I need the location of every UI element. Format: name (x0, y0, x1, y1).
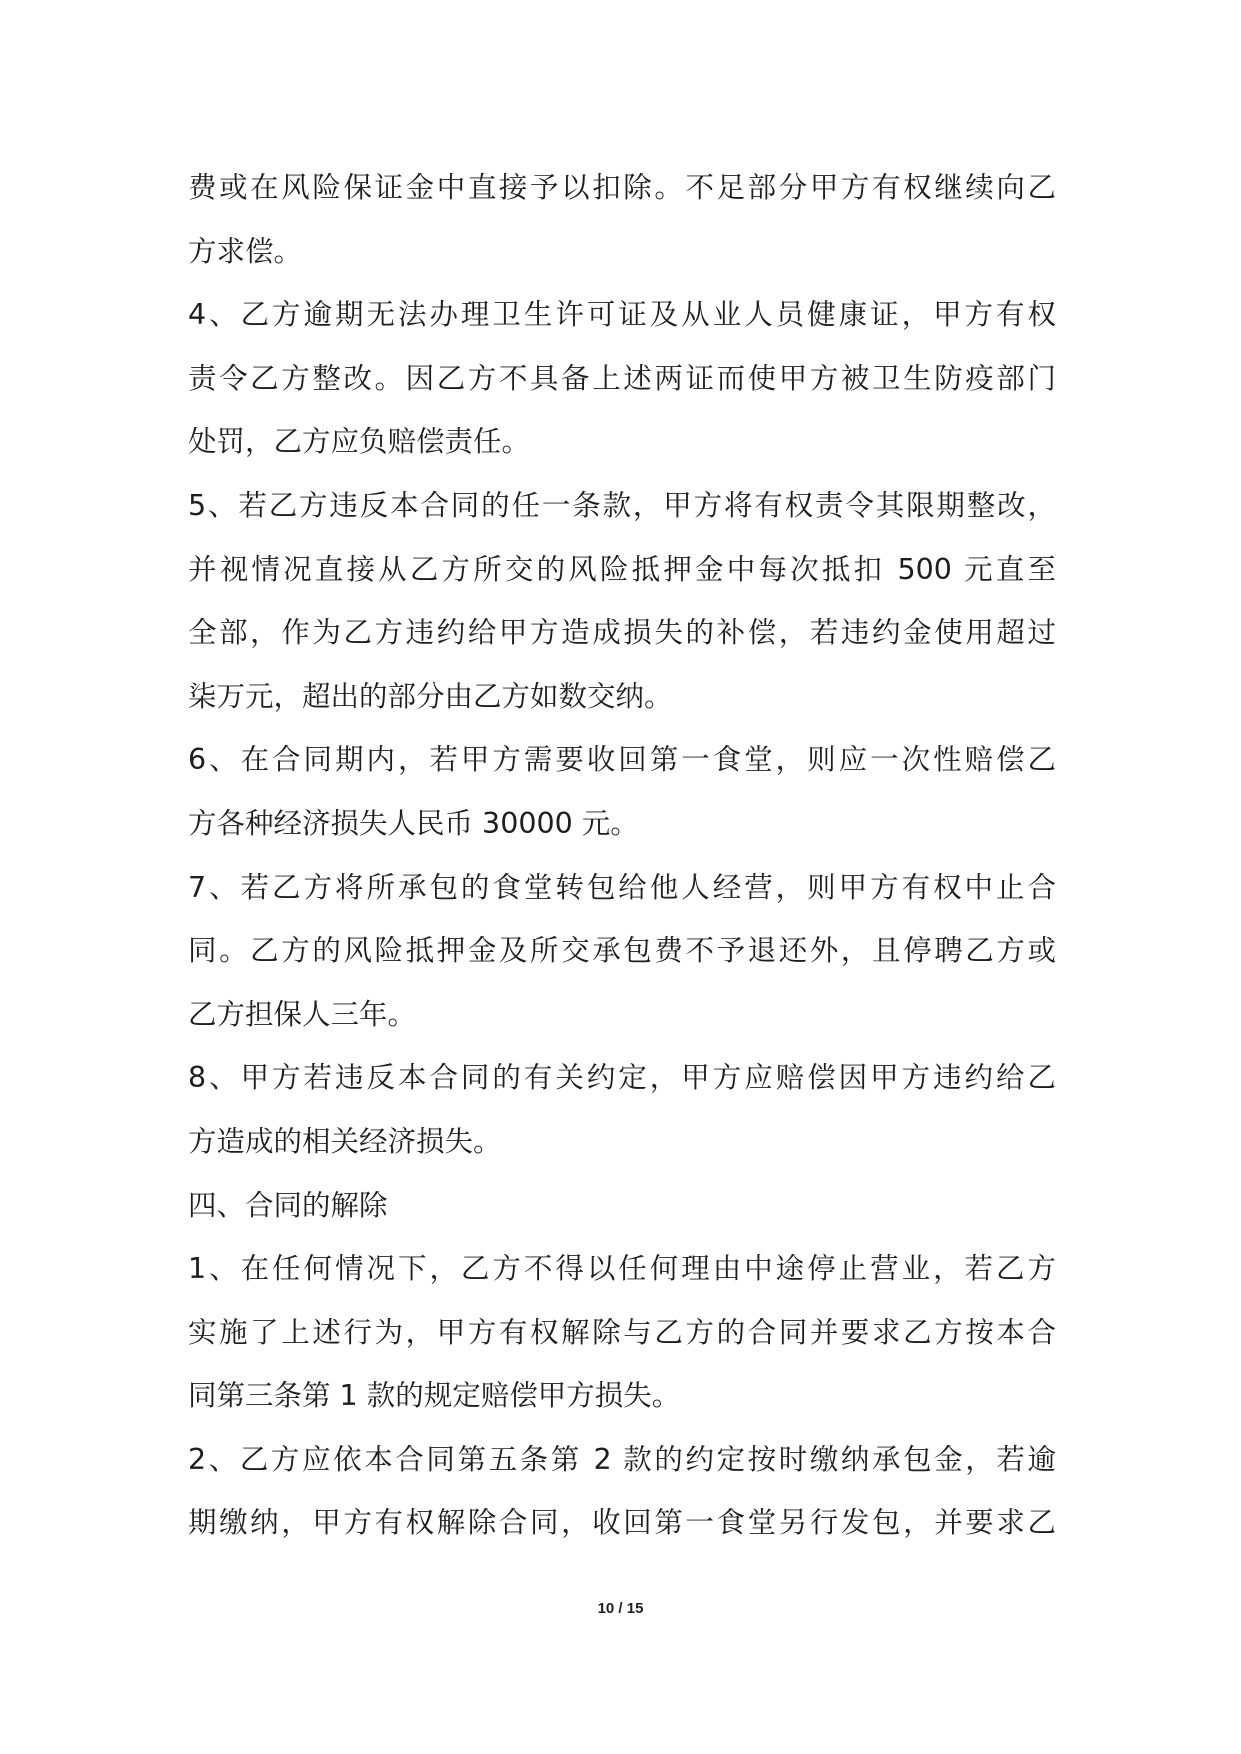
text-line: 6、在合同期内，若甲方需要收回第一食堂，则应一次性赔偿乙 (188, 743, 1056, 777)
text-line: 方造成的相关经济损失。 (188, 1124, 502, 1158)
text-line: 责令乙方整改。因乙方不具备上述两证而使甲方被卫生防疫部门 (188, 361, 1056, 395)
document-body (188, 156, 1056, 1555)
text-line: 同第三条第 1 款的规定赔偿甲方损失。 (188, 1379, 681, 1413)
text-line: 全部，作为乙方违约给甲方造成损失的补偿，若违约金使用超过 (188, 616, 1056, 650)
text-line: 8、甲方若违反本合同的有关约定，甲方应赔偿因甲方违约给乙 (188, 1061, 1056, 1095)
text-line: 实施了上述行为，甲方有权解除与乙方的合同并要求乙方按本合 (188, 1315, 1056, 1349)
text-line: 1、在任何情况下，乙方不得以任何理由中途停止营业，若乙方 (188, 1252, 1056, 1286)
text-line: 处罚，乙方应负赔偿责任。 (188, 425, 531, 459)
text-line: 费或在风险保证金中直接予以扣除。不足部分甲方有权继续向乙 (188, 171, 1056, 204)
text-line: 方求偿。 (188, 234, 303, 268)
text-line: 并视情况直接从乙方所交的风险抵押金中每次抵扣 500 元直至 (188, 552, 1056, 586)
text-line: 5、若乙方违反本合同的任一条款，甲方将有权责令其限期整改， (188, 488, 1056, 522)
text-line: 柒万元，超出的部分由乙方如数交纳。 (188, 679, 673, 713)
text-line: 2、乙方应依本合同第五条第 2 款的约定按时缴纳承包金，若逾 (188, 1442, 1056, 1476)
page-number: 10 / 15 (597, 1600, 644, 1617)
text-line: 7、若乙方将所承包的食堂转包给他人经营，则甲方有权中止合 (188, 870, 1056, 904)
text-line: 同。乙方的风险抵押金及所交承包费不予退还外，且停聘乙方或 (188, 934, 1056, 968)
text-line: 4、乙方逾期无法办理卫生许可证及从业人员健康证，甲方有权 (188, 298, 1056, 332)
text-line: 方各种经济损失人民币 30000 元。 (188, 806, 639, 840)
text-line: 乙方担保人三年。 (188, 997, 417, 1031)
text-line: 期缴纳，甲方有权解除合同，收回第一食堂另行发包，并要求乙 (188, 1506, 1056, 1540)
text-line: 四、合同的解除 (188, 1188, 388, 1222)
